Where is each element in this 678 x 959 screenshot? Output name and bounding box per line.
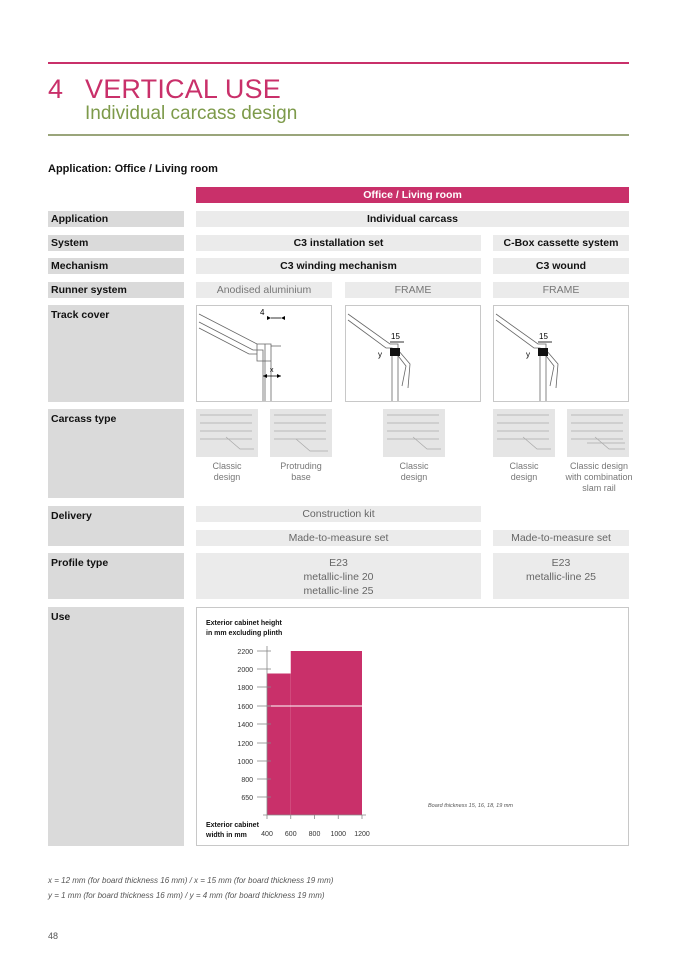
track-cover-image-2 xyxy=(345,305,481,402)
header-bottom-rule xyxy=(48,134,629,136)
carcass-caption-3: Classic design xyxy=(399,461,429,482)
use-chart xyxy=(197,608,628,845)
system-value-1: C3 installation set xyxy=(196,235,481,251)
chart-y-tick-label: 650 xyxy=(241,795,253,802)
profile-value-2-line-1: E23 xyxy=(551,557,571,569)
row-label-track-cover: Track cover xyxy=(48,305,184,402)
delivery-value-3: Made-to-measure set xyxy=(493,530,629,546)
dim-15-label-a: 15 xyxy=(391,332,400,341)
application-line: Application: Office / Living room xyxy=(48,163,218,175)
chart-x-tick-label: 600 xyxy=(284,831,297,838)
chart-x-tick-label: 1000 xyxy=(330,831,347,838)
row-label-delivery: Delivery xyxy=(48,506,184,546)
page-title: VERTICAL USE xyxy=(85,74,281,104)
chart-area-step-2 xyxy=(291,651,362,815)
carcass-thumb-classic-2 xyxy=(383,409,445,457)
profile-value-1-line-2: metallic-line 20 xyxy=(303,571,374,583)
carcass-drawing xyxy=(196,409,258,457)
runner-value-2: FRAME xyxy=(345,282,481,298)
carcass-thumb-classic-1 xyxy=(196,409,258,457)
row-label-profile-type: Profile type xyxy=(48,553,184,599)
dim-15-label-b: 15 xyxy=(539,332,548,341)
frame-profile-drawing-2 xyxy=(494,306,628,401)
carcass-caption-5: Classic design with combination slam rail xyxy=(565,461,633,493)
page-number: 48 xyxy=(48,931,59,941)
chart-xlabel-line-2: width in mm xyxy=(206,832,247,839)
carcass-caption-2: Protruding base xyxy=(280,461,322,482)
profile-value-1-line-3: metallic-line 25 xyxy=(303,585,374,597)
carcass-thumb-classic-3 xyxy=(493,409,555,457)
carcass-drawing xyxy=(493,409,555,457)
header-top-rule xyxy=(48,62,629,64)
footnote-y: y = 1 mm (for board thickness 16 mm) / y = 4 mm (for board thickness 19 mm) xyxy=(48,891,325,900)
runner-value-3: FRAME xyxy=(493,282,629,298)
profile-value-1 xyxy=(196,553,481,599)
carcass-thumb-protruding xyxy=(270,409,332,457)
dim-x-label: x xyxy=(270,367,274,374)
mechanism-value-1: C3 winding mechanism xyxy=(196,258,481,274)
profile-value-1-line-1: E23 xyxy=(329,557,348,569)
chart-x-tick-label: 1200 xyxy=(354,831,370,838)
frame-profile-drawing-1 xyxy=(346,306,480,401)
carcass-caption-1: Classic design xyxy=(212,461,242,482)
track-cover-image-3 xyxy=(493,305,629,402)
chart-x-tick-label: 800 xyxy=(308,831,321,838)
track-profile-drawing xyxy=(197,306,331,401)
chart-y-tick-label: 2200 xyxy=(237,649,253,656)
row-label-runner-system: Runner system xyxy=(48,282,184,298)
row-label-mechanism: Mechanism xyxy=(48,258,184,274)
chart-y-tick-label: 1800 xyxy=(237,685,253,692)
carcass-thumb-slam-rail xyxy=(567,409,629,457)
table-top-header: Office / Living room xyxy=(196,187,629,203)
track-cover-image-1 xyxy=(196,305,332,402)
chart-x-tick-label: 400 xyxy=(261,831,273,838)
footnote-x: x = 12 mm (for board thickness 16 mm) / x = 15 mm (for board thickness 19 mm) xyxy=(48,876,334,885)
chart-y-tick-label: 2000 xyxy=(237,667,253,674)
chart-xlabel-line-1: Exterior cabinet xyxy=(206,822,259,829)
row-label-use: Use xyxy=(48,607,184,846)
chart-ylabel-line-2: in mm excluding plinth xyxy=(206,630,283,637)
delivery-value-1: Construction kit xyxy=(196,506,481,522)
delivery-value-2: Made-to-measure set xyxy=(196,530,481,546)
application-value: Individual carcass xyxy=(196,211,629,227)
chart-y-tick-label: 1000 xyxy=(237,759,253,766)
carcass-caption-4: Classic design xyxy=(509,461,539,482)
row-label-system: System xyxy=(48,235,184,251)
page-subtitle: Individual carcass design xyxy=(85,103,298,124)
chart-y-tick-label: 1400 xyxy=(237,722,253,729)
chart-y-tick-label: 1600 xyxy=(237,704,253,711)
chart-ylabel-line-1: Exterior cabinet height xyxy=(206,620,282,627)
row-label-application: Application xyxy=(48,211,184,227)
dim-y-label-b: y xyxy=(526,350,530,359)
dim-4-label: 4 xyxy=(260,308,265,317)
runner-value-1: Anodised aluminium xyxy=(196,282,332,298)
chart-area-step-1 xyxy=(267,674,291,816)
chart-y-tick-label: 800 xyxy=(241,777,253,784)
row-label-carcass-type: Carcass type xyxy=(48,409,184,498)
chart-y-tick-label: 1200 xyxy=(237,741,253,748)
system-value-2: C-Box cassette system xyxy=(493,235,629,251)
carcass-drawing xyxy=(383,409,445,457)
mechanism-value-2: C3 wound xyxy=(493,258,629,274)
carcass-drawing xyxy=(270,409,332,457)
use-chart-box xyxy=(196,607,629,846)
carcass-drawing xyxy=(567,409,629,457)
profile-value-2-line-2: metallic-line 25 xyxy=(525,571,597,583)
profile-value-2 xyxy=(493,553,629,599)
chart-annotation: Board thickness 15, 16, 18, 19 mm xyxy=(428,803,513,809)
dim-y-label-a: y xyxy=(378,350,382,359)
section-number: 4 xyxy=(48,74,64,104)
